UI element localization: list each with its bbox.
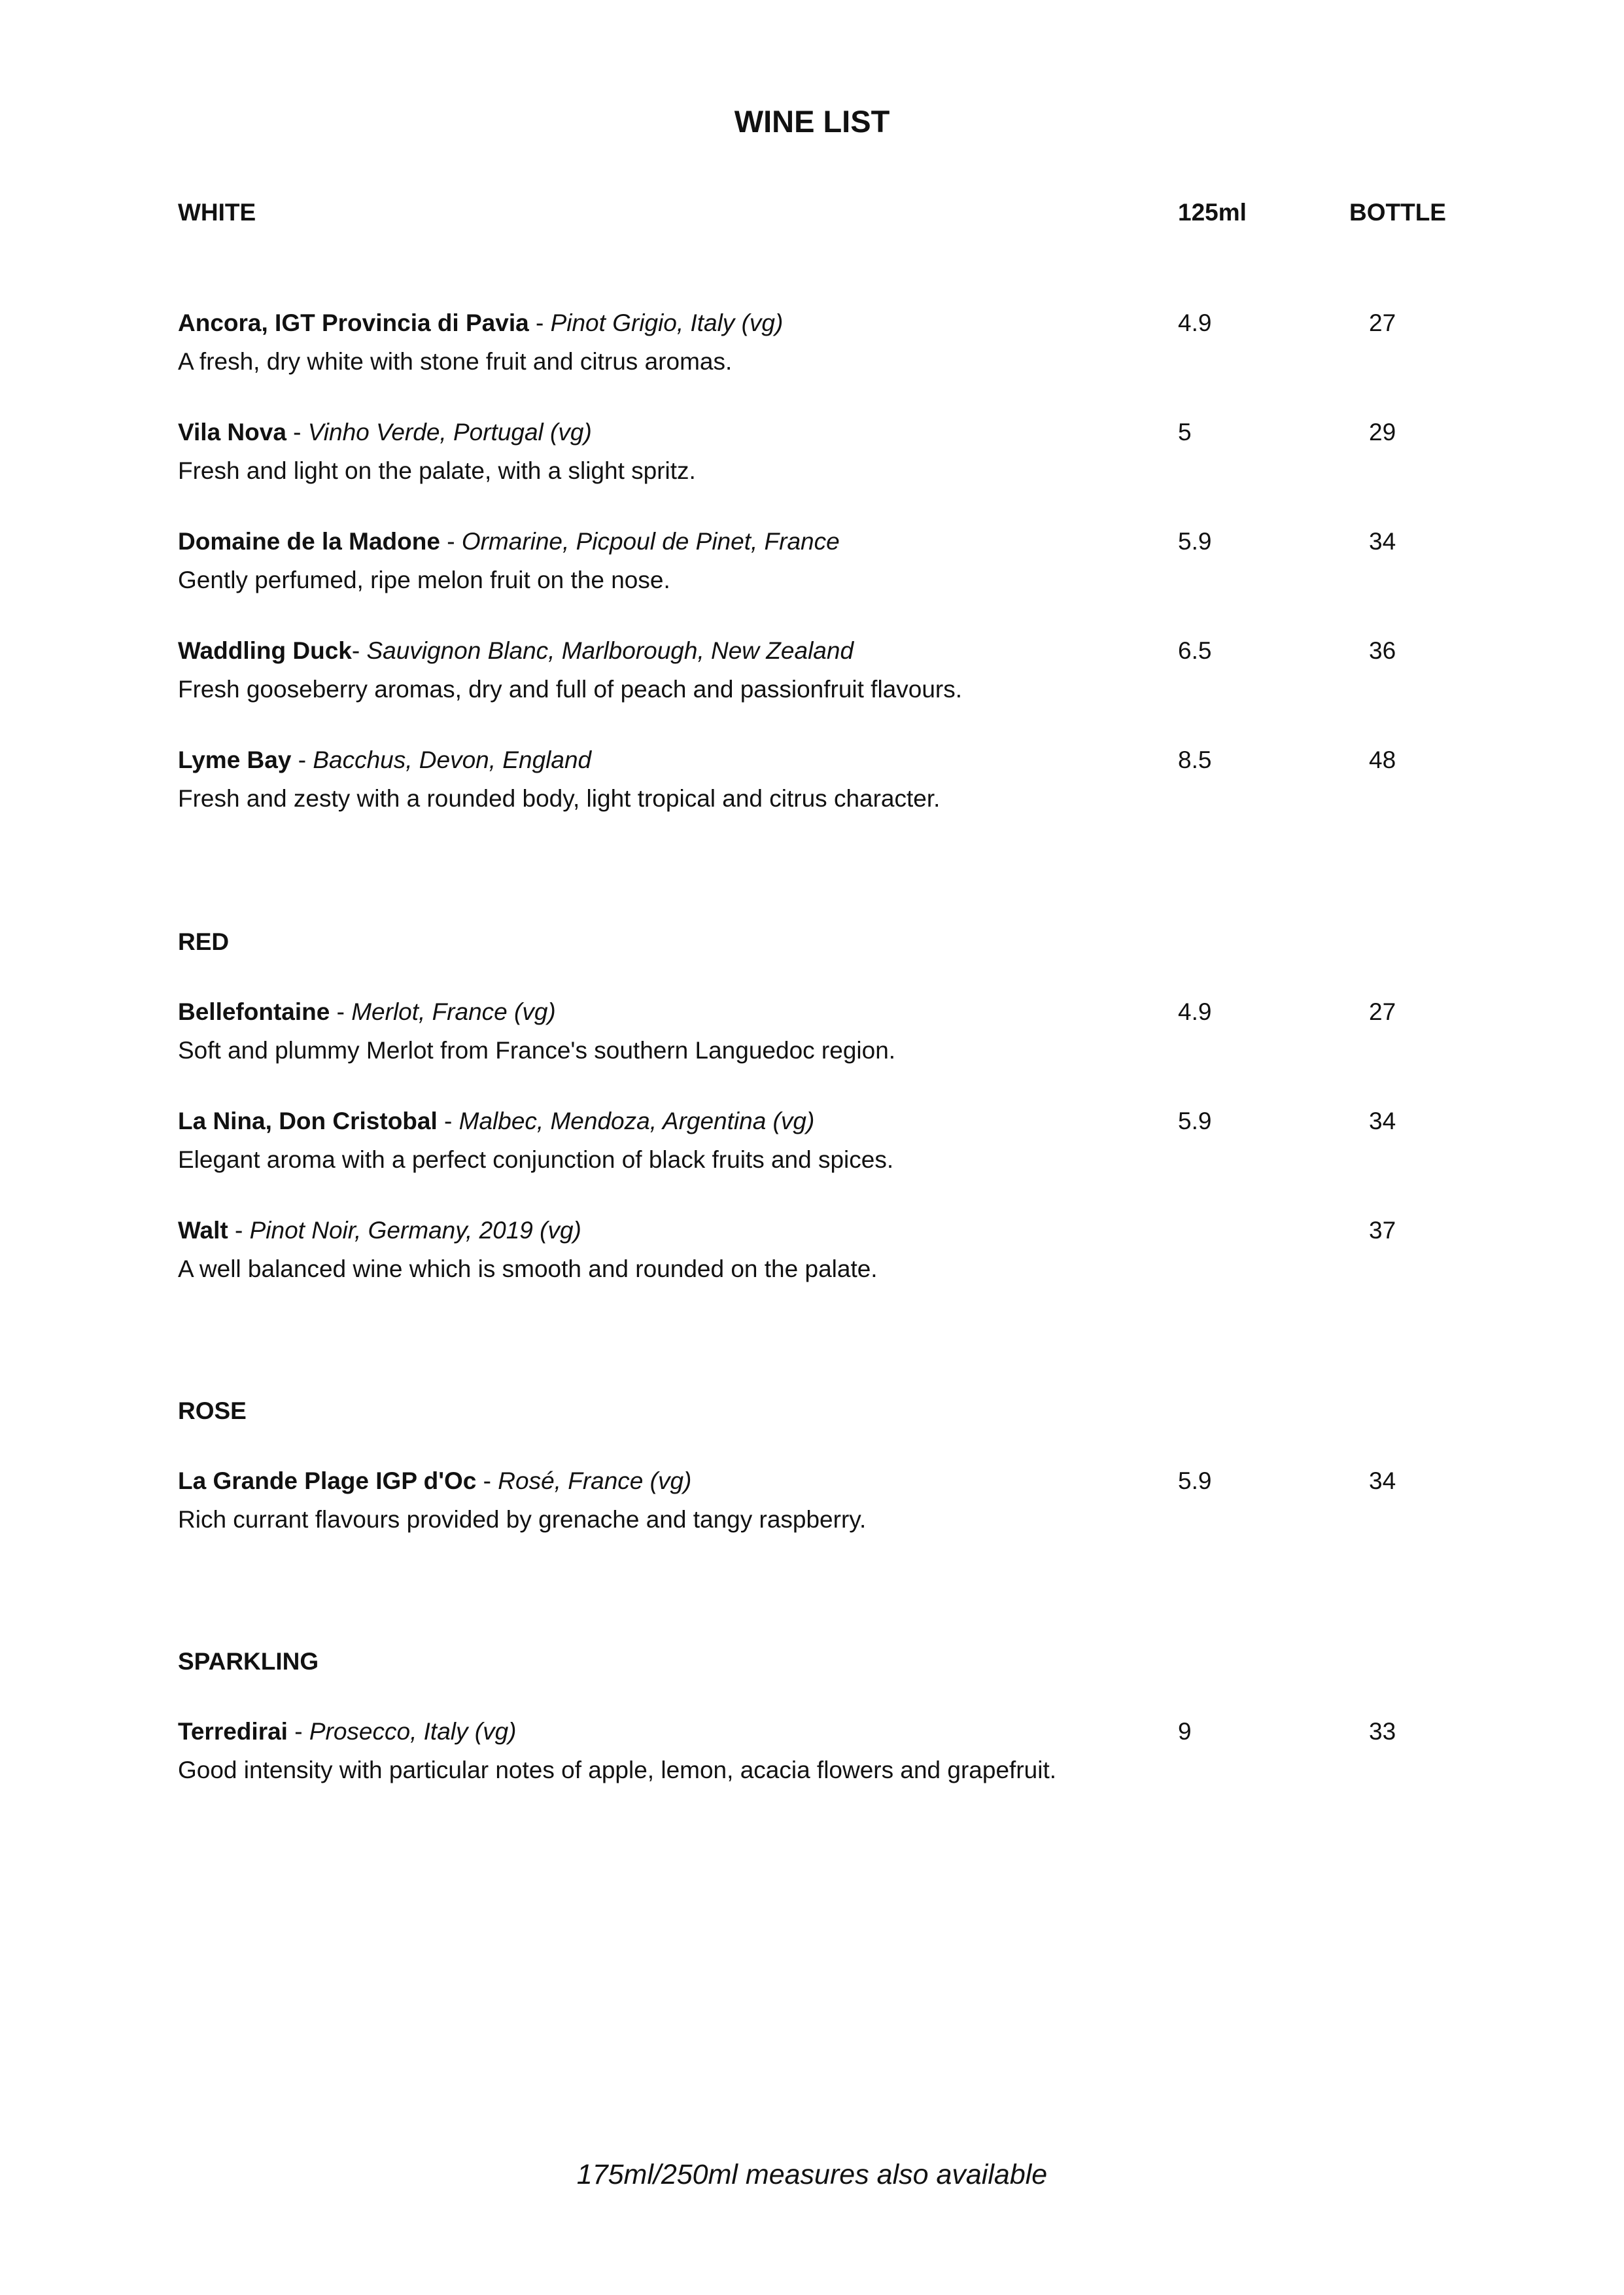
wine-detail: Malbec, Mendoza, Argentina (vg)	[458, 1108, 815, 1134]
price-125ml: 8.5	[1178, 746, 1212, 773]
wine-separator: -	[351, 637, 367, 664]
wine-description: A well balanced wine which is smooth and rounded on the palate.	[178, 1255, 878, 1282]
wine-detail: Vinho Verde, Portugal (vg)	[307, 419, 592, 446]
price-bottle: 48	[1369, 746, 1396, 773]
price-125ml: 9	[1178, 1718, 1192, 1745]
price-bottle: 36	[1369, 637, 1396, 664]
column-header-125ml: 125ml	[1178, 199, 1247, 226]
wine-description: Rich currant flavours provided by grenache and tangy raspberry.	[178, 1506, 867, 1533]
wine-name: Ancora, IGT Provincia di Pavia	[178, 309, 529, 336]
price-125ml: 5.9	[1178, 1108, 1212, 1134]
wine-separator: -	[286, 419, 308, 446]
wine-separator: -	[437, 1108, 459, 1134]
wine-separator: -	[440, 528, 462, 555]
wine-item	[178, 1467, 1617, 1539]
price-125ml: 5	[1178, 419, 1192, 446]
wine-name: Terredirai	[178, 1718, 288, 1745]
wine-name: La Grande Plage IGP d'Oc	[178, 1467, 477, 1494]
wine-item	[178, 746, 1617, 818]
wine-name: Bellefontaine	[178, 998, 330, 1025]
wine-name: La Nina, Don Cristobal	[178, 1108, 438, 1134]
price-125ml: 5.9	[1178, 1467, 1212, 1494]
price-bottle: 33	[1369, 1718, 1396, 1745]
wine-separator: -	[291, 746, 313, 773]
price-bottle: 37	[1369, 1217, 1396, 1244]
price-125ml: 4.9	[1178, 998, 1212, 1025]
wine-detail: Ormarine, Picpoul de Pinet, France	[461, 528, 840, 555]
section-header-white: WHITE	[178, 199, 256, 226]
wine-name: Walt	[178, 1217, 228, 1244]
wine-separator: -	[330, 998, 352, 1025]
wine-description: Elegant aroma with a perfect conjunction of black fruits and spices.	[178, 1146, 894, 1173]
wine-name: Waddling Duck	[178, 637, 352, 664]
wine-item	[178, 1107, 1617, 1179]
section-title-red: RED	[178, 928, 230, 955]
price-bottle: 34	[1369, 1108, 1396, 1134]
wine-description: A fresh, dry white with stone fruit and citrus aromas.	[178, 348, 733, 375]
wine-item	[178, 527, 1617, 599]
wine-detail: Pinot Grigio, Italy (vg)	[550, 309, 784, 336]
wine-item	[178, 309, 1617, 381]
wine-separator: -	[476, 1467, 498, 1494]
section-title-rose: ROSE	[178, 1397, 247, 1424]
wine-detail: Sauvignon Blanc, Marlborough, New Zealand	[366, 637, 854, 664]
wine-detail: Pinot Noir, Germany, 2019 (vg)	[249, 1217, 581, 1244]
price-bottle: 29	[1369, 419, 1396, 446]
price-bottle: 27	[1369, 309, 1396, 336]
footer-note: 175ml/250ml measures also available	[576, 2159, 1048, 2190]
wine-name: Lyme Bay	[178, 746, 292, 773]
wine-separator: -	[528, 309, 551, 336]
wine-item	[178, 1717, 1617, 1789]
wine-separator: -	[287, 1718, 309, 1745]
wine-name: Domaine de la Madone	[178, 528, 440, 555]
wine-description: Soft and plummy Merlot from France's southern Languedoc region.	[178, 1037, 896, 1064]
wine-name: Vila Nova	[178, 419, 286, 446]
wine-description: Fresh and zesty with a rounded body, light tropical and citrus character.	[178, 785, 941, 812]
wine-item	[178, 637, 1617, 709]
wine-item	[178, 418, 1617, 490]
wine-description: Fresh gooseberry aromas, dry and full of peach and passionfruit flavours.	[178, 676, 963, 703]
price-125ml: 6.5	[1178, 637, 1212, 664]
section-title-sparkling: SPARKLING	[178, 1648, 319, 1675]
price-bottle: 34	[1369, 528, 1396, 555]
price-125ml: 4.9	[1178, 309, 1212, 336]
price-bottle: 27	[1369, 998, 1396, 1025]
price-125ml: 5.9	[1178, 528, 1212, 555]
wine-item	[178, 998, 1617, 1070]
wine-description: Gently perfumed, ripe melon fruit on the nose.	[178, 567, 670, 593]
wine-separator: -	[228, 1217, 250, 1244]
wine-detail: Bacchus, Devon, England	[313, 746, 592, 773]
column-header-bottle: BOTTLE	[1349, 199, 1446, 226]
wine-detail: Rosé, France (vg)	[498, 1467, 692, 1494]
wine-detail: Merlot, France (vg)	[351, 998, 556, 1025]
wine-item	[178, 1216, 1617, 1288]
wine-detail: Prosecco, Italy (vg)	[309, 1718, 517, 1745]
wine-description: Good intensity with particular notes of apple, lemon, acacia flowers and grapefruit.	[178, 1757, 1057, 1783]
wine-description: Fresh and light on the palate, with a slight spritz.	[178, 457, 696, 484]
page-title: WINE LIST	[734, 104, 890, 139]
price-bottle: 34	[1369, 1467, 1396, 1494]
